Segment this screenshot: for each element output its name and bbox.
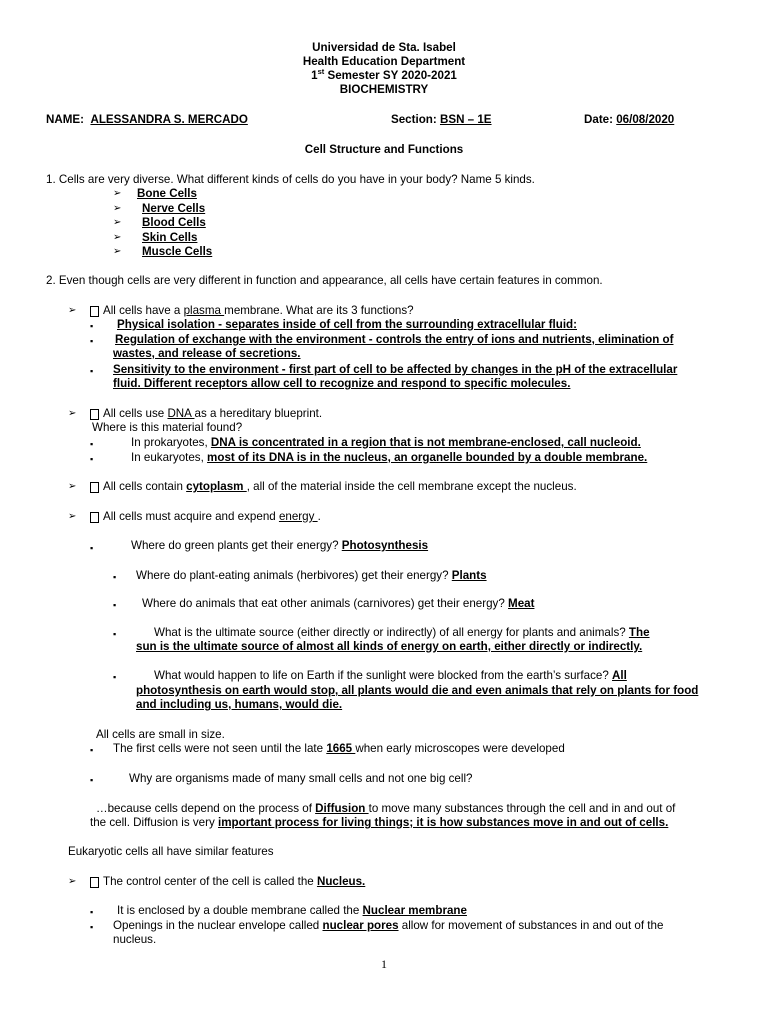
- plasma-function-3b: fluid. Different receptors allow cell to recognize and respond to specific molecules.: [113, 377, 571, 390]
- semester-text: Semester SY 2020-2021: [324, 69, 457, 82]
- answer-cell-1: Bone Cells: [137, 187, 197, 200]
- energy-answer-1: Photosynthesis: [341, 539, 429, 552]
- arrow-bullet-icon: ➢: [68, 305, 77, 316]
- diffusion-answer-line2: the cell. Diffusion is very important process for living things; it is how substances move in and out of cells.: [90, 816, 669, 829]
- small-cells-question: Why are organisms made of many small cells and not one big cell?: [129, 772, 473, 785]
- answer-cell-2: Nerve Cells: [142, 202, 206, 215]
- square-bullet-icon: ▪: [90, 922, 94, 932]
- missing-glyph-icon: [90, 482, 99, 493]
- energy-statement: All cells must acquire and expend energy .: [103, 510, 321, 523]
- answer-cell-4: Skin Cells: [142, 231, 198, 244]
- missing-glyph-icon: [90, 877, 99, 888]
- energy-term: energy: [278, 510, 318, 523]
- arrow-bullet-icon: ➢: [113, 203, 122, 214]
- square-bullet-icon: ▪: [113, 572, 117, 582]
- arrow-bullet-icon: ➢: [113, 188, 122, 199]
- small-cells-heading: All cells are small in size.: [96, 728, 225, 741]
- arrow-bullet-icon: ➢: [113, 246, 122, 257]
- energy-answer-4b: sun is the ultimate source of almost all kinds of energy on earth, either directly or indirectly.: [136, 640, 643, 653]
- page-number: 1: [381, 957, 387, 971]
- arrow-bullet-icon: ➢: [113, 217, 122, 228]
- energy-question-3: Where do animals that eat other animals (carnivores) get their energy? Meat: [142, 597, 535, 610]
- plasma-membrane-question: All cells have a plasma membrane. What are its 3 functions?: [103, 304, 414, 317]
- dna-eukaryotes: In eukaryotes, most of its DNA is in the nucleus, an organelle bounded by a double membrane.: [131, 451, 648, 464]
- arrow-bullet-icon: ➢: [68, 408, 77, 419]
- square-bullet-icon: ▪: [113, 600, 117, 610]
- dna-where-question: Where is this material found?: [92, 421, 243, 434]
- missing-glyph-icon: [90, 512, 99, 523]
- nuclear-pores-statement: Openings in the nuclear envelope called nuclear pores allow for movement of substances in and out of the: [113, 919, 664, 932]
- energy-answer-2: Plants: [451, 569, 487, 582]
- date-value: 06/08/2020: [616, 113, 675, 126]
- semester-line: [0, 69, 768, 84]
- energy-question-1: Where do green plants get their energy? Photosynthesis: [131, 539, 429, 552]
- square-bullet-icon: ▪: [90, 336, 94, 346]
- arrow-bullet-icon: ➢: [68, 481, 77, 492]
- semester-number: 1: [311, 69, 318, 82]
- eukaryotic-heading: Eukaryotic cells all have similar features: [68, 845, 274, 858]
- date-field: [584, 113, 674, 128]
- energy-question-5: What would happen to life on Earth if the sunlight were blocked from the earth’s surface? All: [154, 669, 627, 682]
- square-bullet-icon: ▪: [113, 672, 117, 682]
- square-bullet-icon: ▪: [90, 454, 94, 464]
- diffusion-importance: important process for living things; it is how substances move in and out of cells.: [218, 816, 669, 829]
- nuclear-membrane-statement: It is enclosed by a double membrane called the Nuclear membrane: [117, 904, 467, 917]
- dna-prokaryotes: In prokaryotes, DNA is concentrated in a region that is not membrane-enclosed, call nucleoid.: [131, 436, 641, 449]
- prokaryotes-answer: DNA is concentrated in a region that is not membrane-enclosed, call nucleoid.: [210, 436, 641, 449]
- cytoplasm-statement: All cells contain cytoplasm , all of the material inside the cell membrane except the nucleus.: [103, 480, 577, 493]
- diffusion-answer-line1: …because cells depend on the process of Diffusion to move many substances through the cell and in and out of: [96, 802, 676, 815]
- energy-answer-5b: photosynthesis on earth would stop, all plants would die and even animals that rely on plants for food: [136, 684, 699, 697]
- square-bullet-icon: ▪: [90, 543, 94, 553]
- nuclear-pores-statement-cont: nucleus.: [113, 933, 157, 946]
- plasma-function-1: Physical isolation - separates inside of cell from the surrounding extracellular fluid:: [117, 318, 577, 331]
- semester-suffix: st: [317, 67, 325, 77]
- subject-title: BIOCHEMISTRY: [339, 83, 429, 96]
- energy-answer-5c: and including us, humans, would die.: [136, 698, 343, 711]
- year-answer: 1665: [326, 742, 356, 755]
- name-field: [46, 113, 248, 128]
- arrow-bullet-icon: ➢: [68, 511, 77, 522]
- nuclear-pores-term: nuclear pores: [322, 919, 399, 932]
- energy-question-4: What is the ultimate source (either directly or indirectly) of all energy for plants and animals? The: [154, 626, 650, 639]
- missing-glyph-icon: [90, 306, 99, 317]
- square-bullet-icon: ▪: [90, 321, 94, 331]
- control-center-statement: The control center of the cell is called the Nucleus.: [103, 875, 366, 888]
- worksheet-title: Cell Structure and Functions: [304, 143, 464, 156]
- nuclear-membrane-term: Nuclear membrane: [362, 904, 467, 917]
- dna-question: All cells use DNA as a hereditary blueprint.: [103, 407, 323, 420]
- square-bullet-icon: ▪: [90, 439, 94, 449]
- answer-cell-5: Muscle Cells: [142, 245, 213, 258]
- answer-cell-3: Blood Cells: [142, 216, 206, 229]
- energy-answer-3: Meat: [508, 597, 535, 610]
- plasma-term: plasma: [183, 304, 225, 317]
- date-label: Date:: [584, 113, 613, 126]
- square-bullet-icon: ▪: [90, 745, 94, 755]
- section-label: Section:: [391, 113, 437, 126]
- department-name: Health Education Department: [302, 55, 466, 68]
- nucleus-term: Nucleus.: [316, 875, 366, 888]
- arrow-bullet-icon: ➢: [68, 876, 77, 887]
- university-name: Universidad de Sta. Isabel: [312, 41, 456, 54]
- name-value: ALESSANDRA S. MERCADO: [90, 113, 248, 126]
- energy-answer-5a: All: [612, 669, 627, 682]
- question-1: 1. Cells are very diverse. What different kinds of cells do you have in your body? Name 5 kinds.: [46, 173, 535, 186]
- diffusion-term: Diffusion: [315, 802, 369, 815]
- arrow-bullet-icon: ➢: [113, 232, 122, 243]
- energy-question-2: Where do plant-eating animals (herbivores) get their energy? Plants: [136, 569, 487, 582]
- section-value: BSN – 1E: [439, 113, 492, 126]
- eukaryotes-answer: most of its DNA is in the nucleus, an organelle bounded by a double membrane.: [207, 451, 648, 464]
- square-bullet-icon: ▪: [90, 907, 94, 917]
- square-bullet-icon: ▪: [90, 775, 94, 785]
- question-2: 2. Even though cells are very different in function and appearance, all cells have certain features in common.: [46, 274, 603, 287]
- section-field: [391, 113, 492, 128]
- plasma-function-3a: Sensitivity to the environment - first part of cell to be affected by changes in the pH of the extracellular: [113, 363, 678, 376]
- square-bullet-icon: ▪: [113, 629, 117, 639]
- first-cells-statement: The first cells were not seen until the late 1665 when early microscopes were developed: [113, 742, 565, 755]
- plasma-function-2b: wastes, and release of secretions.: [113, 347, 301, 360]
- name-label: NAME:: [46, 113, 84, 126]
- cytoplasm-term: cytoplasm: [186, 480, 247, 493]
- energy-answer-4a: The: [628, 626, 650, 639]
- plasma-function-2a: Regulation of exchange with the environment - controls the entry of ions and nutrients, elimination of: [115, 333, 674, 346]
- missing-glyph-icon: [90, 409, 99, 420]
- square-bullet-icon: ▪: [90, 366, 94, 376]
- dna-term: DNA: [167, 407, 195, 420]
